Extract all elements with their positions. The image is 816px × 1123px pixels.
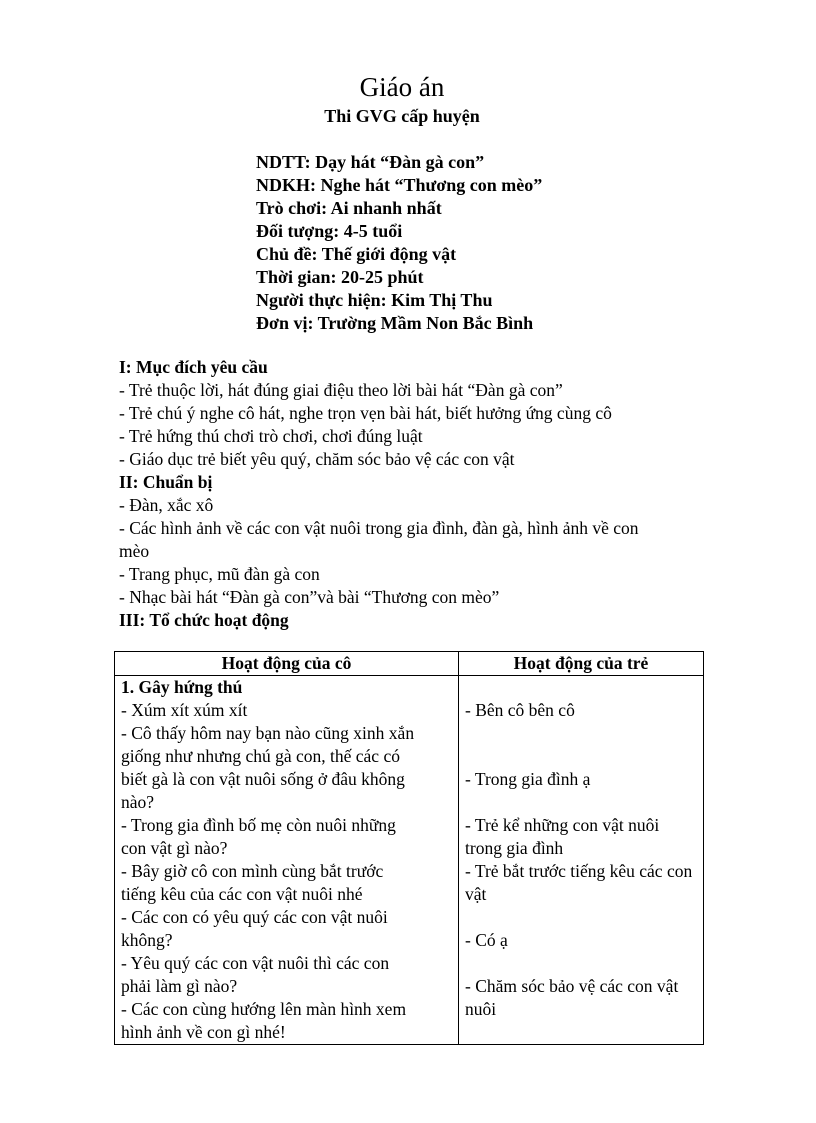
table-line — [465, 676, 697, 699]
list-item: - Đàn, xắc xô — [119, 495, 214, 515]
table-line: hình ảnh về con gì nhé! — [121, 1022, 286, 1042]
list-item: mèo — [119, 541, 150, 561]
table-line: trong gia đình — [465, 838, 564, 858]
table-line: tiếng kêu của các con vật nuôi nhé — [121, 884, 363, 904]
list-item: - Các hình ảnh về các con vật nuôi trong gia đình, đàn gà, hình ảnh về con — [119, 518, 639, 538]
table-line: - Chăm sóc bảo vệ các con vật — [465, 976, 679, 996]
table-line: - Trong gia đình ạ — [465, 769, 591, 789]
list-item: - Trẻ thuộc lời, hát đúng giai điệu theo lời bài hát “Đàn gà con” — [119, 380, 563, 400]
lesson-info — [256, 151, 542, 335]
table-line — [465, 791, 697, 814]
table-line: giống như nhưng chú gà con, thế các có — [121, 746, 400, 766]
table-line: 1. Gây hứng thú — [121, 677, 243, 697]
list-item: - Trang phục, mũ đàn gà con — [119, 564, 320, 584]
info-line: Trò chơi: Ai nhanh nhất — [256, 198, 442, 218]
table-line — [465, 1021, 697, 1044]
table-line: - Trong gia đình bố mẹ còn nuôi những — [121, 815, 396, 835]
table-header-row — [115, 652, 704, 676]
document-title: Giáo án — [359, 72, 445, 102]
list-item: - Giáo dục trẻ biết yêu quý, chăm sóc bảo vệ các con vật — [119, 449, 515, 469]
info-line: Người thực hiện: Kim Thị Thu — [256, 290, 493, 310]
info-line: NDTT: Dạy hát “Đàn gà con” — [256, 152, 485, 172]
table-line: con vật gì nào? — [121, 838, 228, 858]
table-line: - Cô thấy hôm nay bạn nào cũng xinh xắn — [121, 723, 415, 743]
table-line: biết gà là con vật nuôi sống ở đâu không — [121, 769, 405, 789]
table-row — [115, 676, 704, 1045]
list-item: - Trẻ chú ý nghe cô hát, nghe trọn vẹn bài hát, biết hưởng ứng cùng cô — [119, 403, 612, 423]
table-line: - Xúm xít xúm xít — [121, 700, 248, 720]
lesson-body — [119, 356, 709, 632]
table-line — [465, 745, 697, 768]
info-line: Chủ đề: Thế giới động vật — [256, 244, 457, 264]
section-heading: II: Chuẩn bị — [119, 472, 213, 492]
table-line — [465, 906, 697, 929]
document-subtitle: Thi GVG cấp huyện — [324, 106, 480, 126]
list-item: - Trẻ hứng thú chơi trò chơi, chơi đúng luật — [119, 426, 423, 446]
table-line: - Các con cùng hướng lên màn hình xem — [121, 999, 407, 1019]
info-line: Thời gian: 20-25 phút — [256, 267, 424, 287]
table-line — [465, 722, 697, 745]
column-header-child: Hoạt động của trẻ — [459, 652, 704, 676]
table-line: nuôi — [465, 999, 497, 1019]
table-line — [465, 952, 697, 975]
list-item: - Nhạc bài hát “Đàn gà con”và bài “Thương con mèo” — [119, 587, 500, 607]
teacher-activity-cell — [115, 676, 459, 1045]
table-line: phải làm gì nào? — [121, 976, 238, 996]
section-heading: III: Tổ chức hoạt động — [119, 610, 289, 630]
table-line: - Yêu quý các con vật nuôi thì các con — [121, 953, 390, 973]
info-line: NDKH: Nghe hát “Thương con mèo” — [256, 175, 543, 195]
table-line: - Bên cô bên cô — [465, 700, 575, 720]
table-line: nào? — [121, 792, 155, 812]
table-line: vật — [465, 884, 487, 904]
column-header-teacher: Hoạt động của cô — [115, 652, 459, 676]
table-line: - Các con có yêu quý các con vật nuôi — [121, 907, 388, 927]
activity-table — [114, 651, 704, 1045]
table-line: - Bây giờ cô con mình cùng bắt trước — [121, 861, 384, 881]
table-line: - Trẻ bắt trước tiếng kêu các con — [465, 861, 693, 881]
info-line: Đơn vị: Trường Mầm Non Bắc Bình — [256, 313, 534, 333]
table-line: - Trẻ kể những con vật nuôi — [465, 815, 660, 835]
child-activity-cell — [459, 676, 704, 1045]
table-line: không? — [121, 930, 173, 950]
info-line: Đối tượng: 4-5 tuổi — [256, 221, 403, 241]
table-line: - Có ạ — [465, 930, 508, 950]
section-heading: I: Mục đích yêu cầu — [119, 357, 268, 377]
